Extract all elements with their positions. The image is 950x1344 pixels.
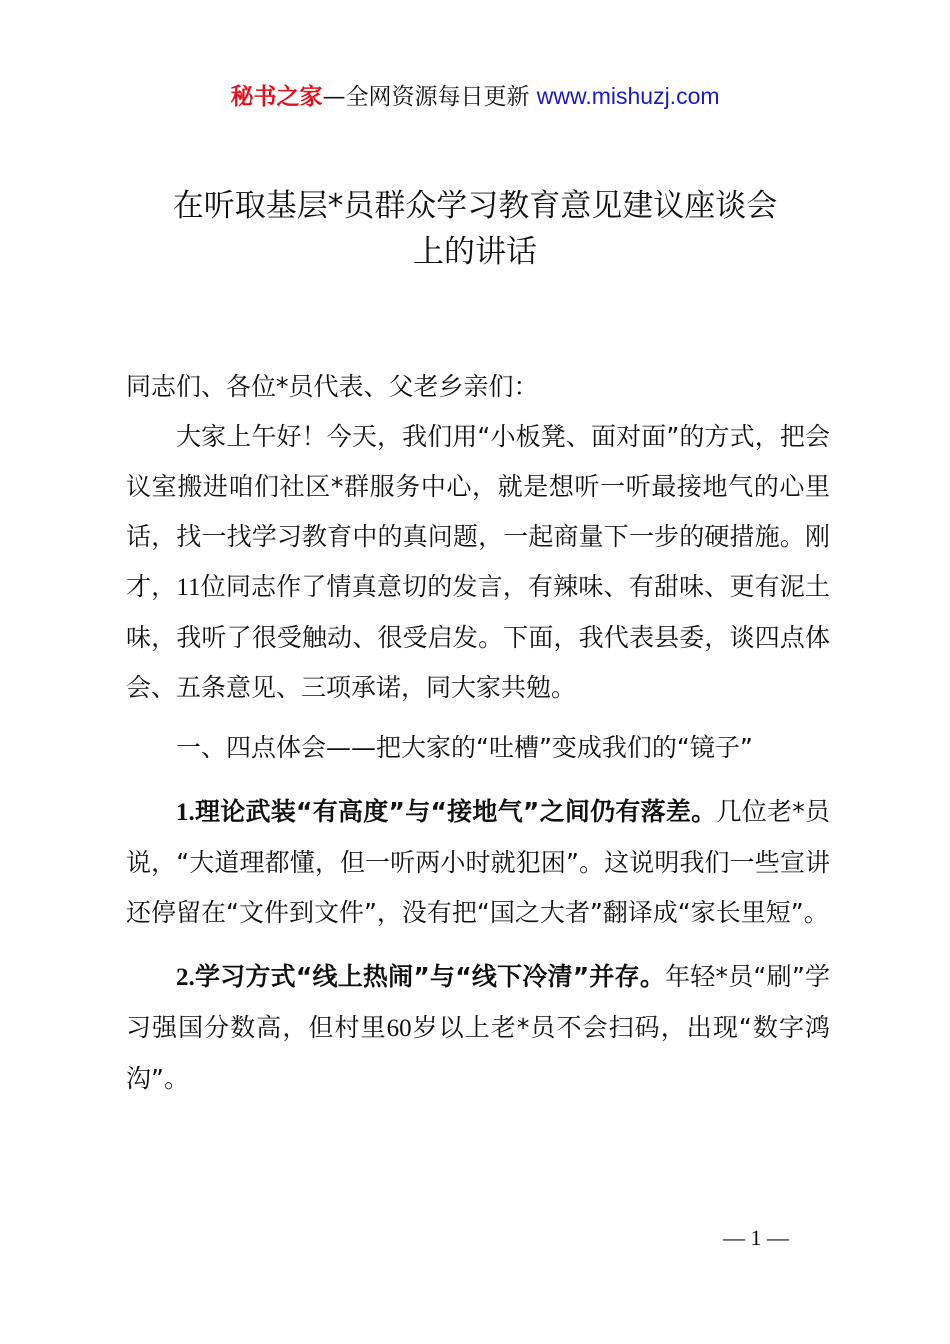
point-1-heading: 理论武装“有高度”与“接地气”之间仍有落差。 [194,797,717,826]
document-body [126,362,830,1104]
intro-text: 大家上午好！今天，我们用“小板凳、面对面”的方式，把会议室搬进咱们社区*群服务中心，就是想听一听最接地气的心里话，找一找学习教育中的真问题，一起商量下一步的硬措施。刚才， [126,422,830,601]
title-line-2: 上的讲话 [413,234,537,270]
intro-text-rest: 位同志作了情真意切的发言，有辣味、有甜味、更有泥土味，我听了很受触动、很受启发。下面，我代表县委，谈四点体会、五条意见、三项承诺，同大家共勉。 [126,572,830,702]
site-header [0,80,950,113]
point-2-inline-number: 60 [386,1015,412,1042]
document-title [100,183,850,275]
page-number: — 1 — [723,1225,789,1250]
point-2-paragraph [126,952,830,1104]
brand-name: 秘书之家 [230,84,323,110]
point-1-number: 1. [176,799,195,826]
point-2-heading: 学习方式“线上热闹”与“线下冷清”并存。 [194,962,666,991]
title-line-1: 在听取基层*员群众学习教育意见建议座谈会 [172,188,778,224]
intro-number: 11 [176,574,201,601]
point-2-text-b: 岁以上老*员不会扫码，出现“数字鸿沟”。 [126,1013,830,1093]
header-tagline: —全网资源每日更新 [322,84,537,110]
point-2-text-a: 年轻*员“刷”学习强国分数高，但村里 [126,962,830,1042]
salutation: 同志们、各位*员代表、父老乡亲们： [126,372,539,401]
point-2-number: 2. [176,964,195,991]
section-heading: 一、四点体会——把大家的“吐槽”变成我们的“镜子” [176,733,753,762]
intro-paragraph [126,412,830,713]
site-url-link[interactable]: www.mishuzj.com [536,83,720,109]
point-1-text: 几位老*员说，“大道理都懂，但一听两小时就犯困”。这说明我们一些宣讲还停留在“文件到文件”，没有把“国之大者”翻译成“家长里短”。 [126,797,830,927]
point-1-paragraph [126,787,830,938]
